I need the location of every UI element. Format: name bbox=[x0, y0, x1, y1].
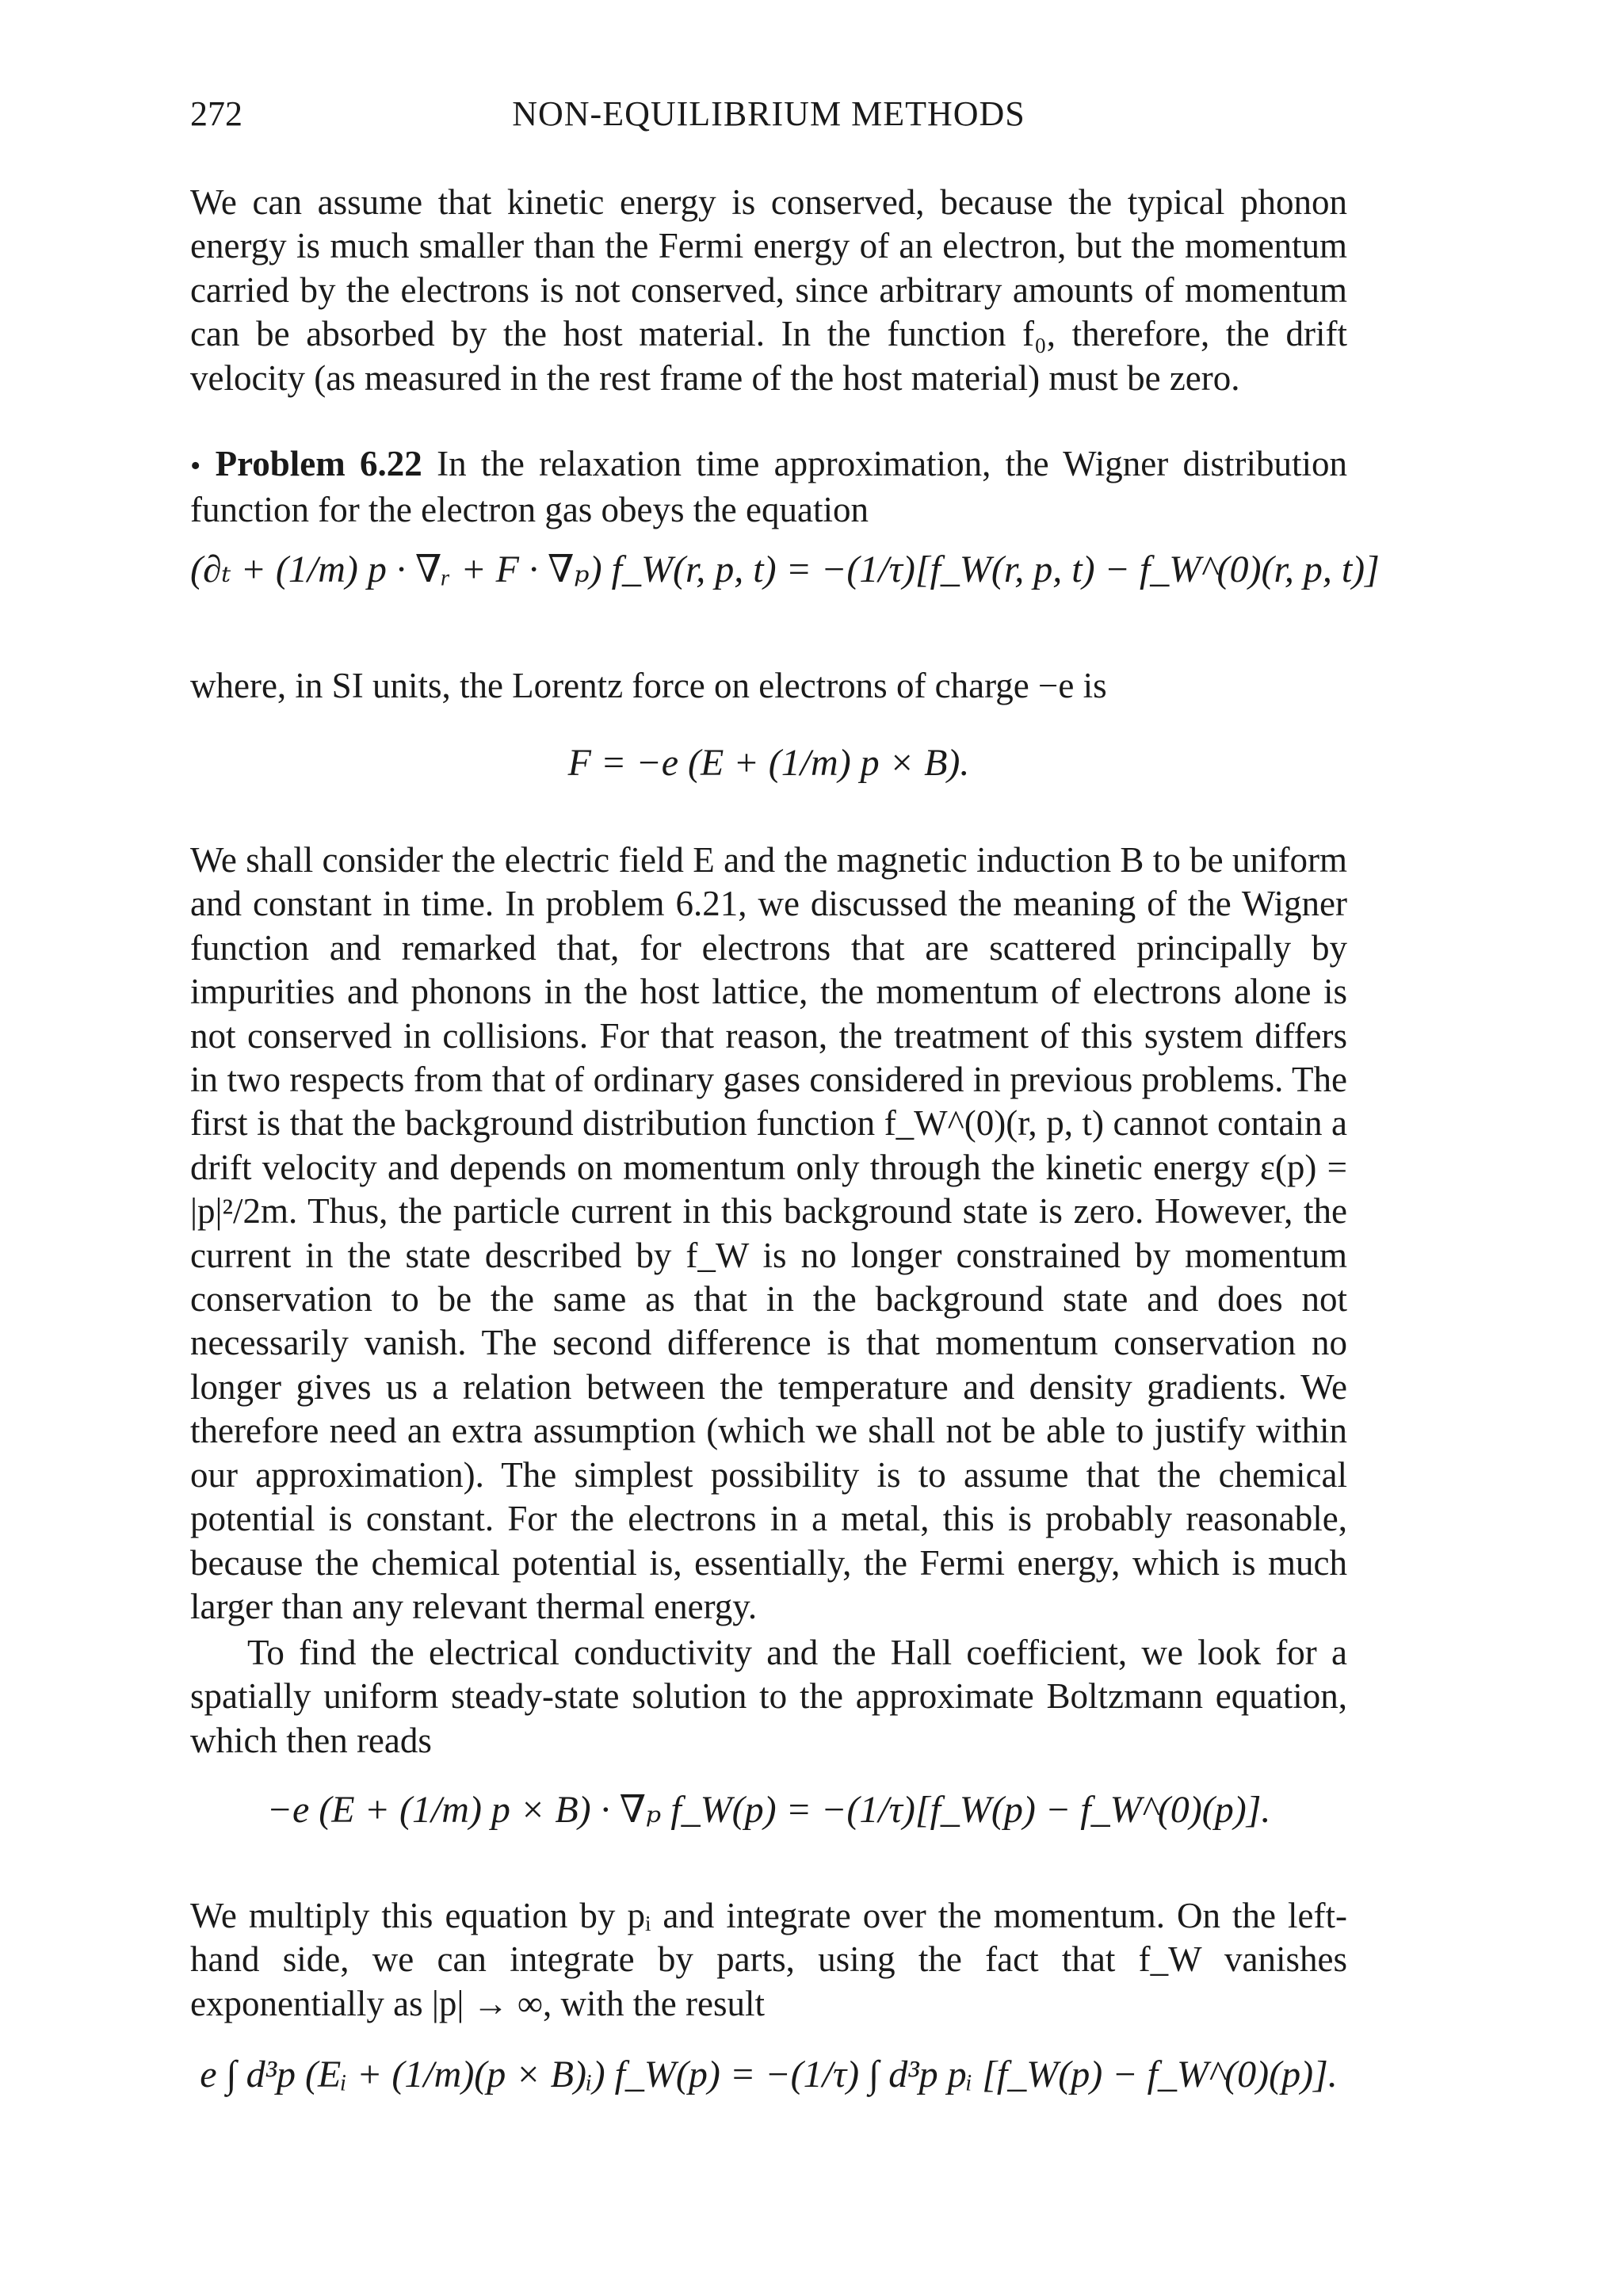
equation-steady-state: −e (E + (1/m) p × B) · ∇ₚ f_W(p) = −(1/τ)[f_W(p) − f_W^(0)(p)]. bbox=[266, 1789, 1271, 1831]
page-number: 272 bbox=[190, 94, 242, 133]
problem-text: In the relaxation time approximation, the Wigner distribution function for the electron gas obeys the equation bbox=[190, 444, 1347, 530]
equation-lorentz-force: F = −e (E + (1/m) p × B). bbox=[567, 742, 970, 784]
paragraph-drift-velocity: We can assume that kinetic energy is conserved, because the typical phonon energy is much smaller than the Fermi energy of an electron, but the momentum carried by the electrons is not conserved, since arbitrary amounts of momentum can be absorbed by the host material. In the function f₀, therefore, the drift velocity (as measured in the rest frame of the host material) must be zero. bbox=[190, 182, 1347, 398]
equation-wigner-relaxation: (∂ₜ + (1/m) p · ∇ᵣ + F · ∇ₚ) f_W(r, p, t) = −(1/τ)[f_W(r, p, t) − f_W^(0)(r, p, t)] bbox=[190, 548, 1380, 590]
equation-integrated-result: e ∫ d³p (Eᵢ + (1/m)(p × B)ᵢ) f_W(p) = −(1/τ) ∫ d³p pᵢ [f_W(p) − f_W^(0)(p)]. bbox=[200, 2053, 1338, 2095]
paragraph-momentum-integration: We multiply this equation by pᵢ and integrate over the momentum. On the left-hand side, we can integrate by parts, using the fact that f_W vanishes exponentially as |p| → ∞, with the result bbox=[190, 1896, 1347, 2023]
running-title: NON-EQUILIBRIUM METHODS bbox=[512, 94, 1025, 133]
paragraph-assumptions: We shall consider the electric field E and the magnetic induction B to be uniform and constant in time. In problem 6.21, we discussed the meaning of the Wigner function and remarked that, for electrons that are scattered principally by impurities and phonons in the host lattice, the momentum of electrons alone is not conserved in collisions. For that reason, the treatment of this system differs in two respects from that of ordinary gases considered in previous problems. The first is that the background distribution function f_W^(0)(r, p, t) cannot contain a drift velocity and depends on momentum only through the kinetic energy ε(p) = |p|²/2m. Thus, the particle current in this background state is zero. However, the current in the state described by f_W is no longer constrained by momentum conservation to be the same as that in the background state and does not necessarily vanish. The second difference is that momentum conservation no longer gives us a relation between the temperature and density gradients. We therefore need an extra assumption (which we shall not be able to justify within our approximation). The simplest possibility is to assume that the chemical potential is constant. For the electrons in a metal, this is probably reasonable, because the chemical potential is, essentially, the Fermi energy, which is much larger than any relevant thermal energy. bbox=[190, 840, 1347, 1626]
problem-label: Problem 6.22 bbox=[215, 444, 422, 483]
problem-statement bbox=[190, 442, 1347, 533]
paragraph-lorentz-intro: where, in SI units, the Lorentz force on electrons of charge −e is bbox=[190, 666, 1107, 705]
bullet-icon: • bbox=[190, 449, 201, 483]
paragraph-conductivity: To find the electrical conductivity and the Hall coefficient, we look for a spatially uniform steady-state solution to the approximate Boltzmann equation, which then reads bbox=[190, 1633, 1347, 1760]
running-header bbox=[190, 94, 1347, 149]
